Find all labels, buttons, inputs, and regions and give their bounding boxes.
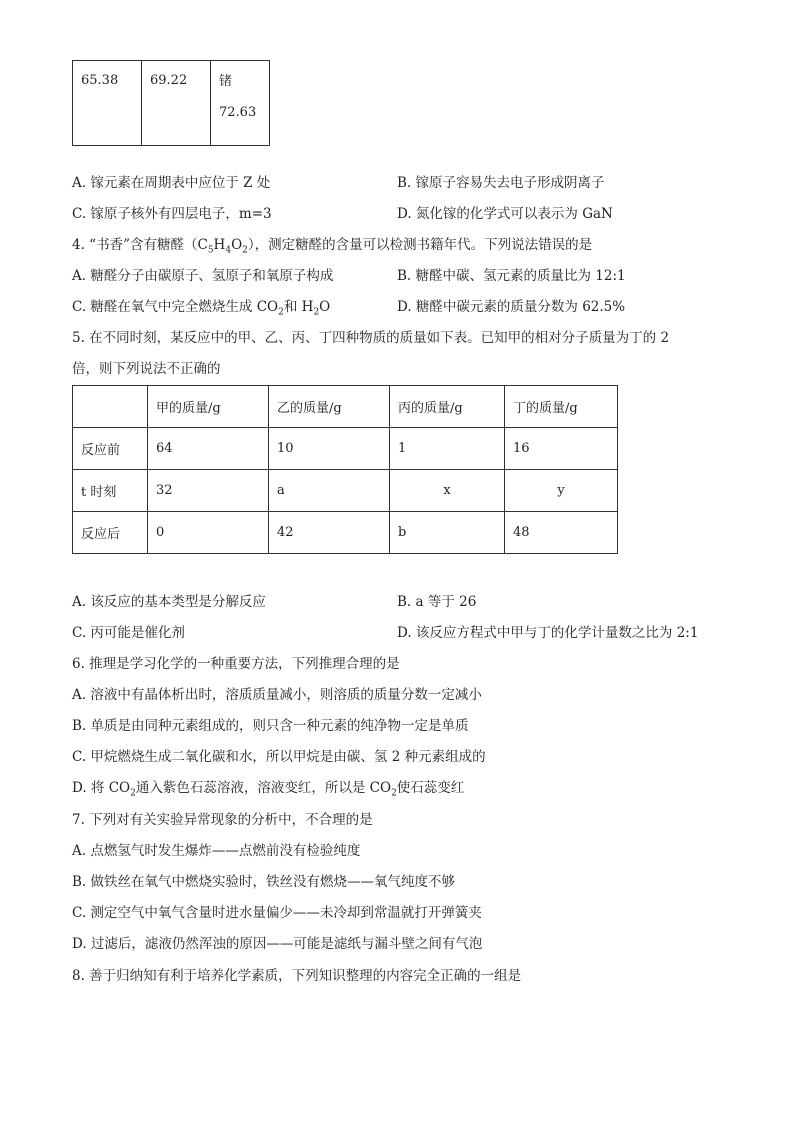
table-cell: 32	[148, 470, 269, 512]
table-cell: x	[390, 470, 505, 512]
table-cell: 1	[390, 428, 505, 470]
table-cell: y	[505, 470, 618, 512]
subscript: 2	[130, 788, 136, 799]
subscript: 2	[391, 788, 397, 799]
subscript: 2	[313, 307, 320, 318]
q5-option-d: D. 该反应方程式中甲与丁的化学计量数之比为 2:1	[397, 625, 699, 641]
q5-stem-line2: 倍，则下列说法不正确的	[72, 361, 221, 377]
table-cell: 48	[505, 512, 618, 554]
text-segment: O	[319, 299, 331, 315]
table-cell-germanium	[211, 61, 270, 146]
q6-option-a: A. 溶液中有晶体析出时，溶质质量减小，则溶质的质量分数一定减小	[72, 687, 482, 703]
table-row	[73, 428, 618, 470]
table-header-cell: 丁的质量/g	[505, 386, 618, 428]
table-cell: 0	[148, 512, 269, 554]
text-segment: C. 糖醛在氧气中完全燃烧生成 CO	[72, 299, 279, 315]
text-segment: 通入紫色石蕊溶液，溶液变红，所以是 CO	[135, 780, 392, 796]
element-name: 锗	[219, 74, 233, 89]
q5-stem-line1: 5. 在不同时刻，某反应中的甲、乙、丙、丁四种物质的质量如下表。已知甲的相对分子质量为丁的 2	[72, 330, 670, 346]
q6-option-b: B. 单质是由同种元素组成的，则只含一种元素的纯净物一定是单质	[72, 718, 469, 734]
q6-option-d	[72, 778, 464, 804]
q4-option-a: A. 糖醛分子由碳原子、氢原子和氧原子构成	[72, 268, 334, 284]
element-mass: 72.63	[219, 105, 257, 120]
q7-option-a: A. 点燃氢气时发生爆炸——点燃前没有检验纯度	[72, 843, 361, 859]
table-cell: 64	[148, 428, 269, 470]
table-cell: 16	[505, 428, 618, 470]
subscript: 4	[225, 245, 232, 256]
q8-stem: 8. 善于归纳知有利于培养化学素质，下列知识整理的内容完全正确的一组是	[72, 968, 522, 984]
q4-stem	[72, 235, 592, 261]
q6-stem: 6. 推理是学习化学的一种重要方法，下列推理合理的是	[72, 656, 400, 672]
table-header-cell	[73, 386, 148, 428]
q3-option-c: C. 镓原子核外有四层电子，m=3	[72, 206, 272, 222]
table-header-cell: 乙的质量/g	[269, 386, 390, 428]
q7-option-c: C. 测定空气中氧气含量时进水量偏少——未冷却到常温就打开弹簧夹	[72, 905, 482, 921]
q7-option-b: B. 做铁丝在氧气中燃烧实验时，铁丝没有燃烧——氧气纯度不够	[72, 874, 456, 890]
table-cell: t 时刻	[73, 470, 148, 512]
table-cell: 10	[269, 428, 390, 470]
table-header-cell: 丙的质量/g	[390, 386, 505, 428]
table-row	[73, 512, 618, 554]
periodic-table-fragment	[72, 60, 270, 146]
q3-option-a: A. 镓元素在周期表中应位于 Z 处	[72, 175, 271, 191]
q5-option-a: A. 该反应的基本类型是分解反应	[72, 594, 266, 610]
table-header-cell: 甲的质量/g	[148, 386, 269, 428]
q3-option-d: D. 氮化镓的化学式可以表示为 GaN	[397, 206, 613, 222]
q4-option-b: B. 糖醛中碳、氢元素的质量比为 12:1	[397, 268, 626, 284]
subscript: 2	[242, 245, 248, 256]
table-cell: b	[390, 512, 505, 554]
q7-stem: 7. 下列对有关实验异常现象的分析中，不合理的是	[72, 812, 373, 828]
table-header-row	[73, 386, 618, 428]
table-row	[73, 470, 618, 512]
text-segment: H	[213, 237, 226, 253]
table-cell: 65.38	[73, 61, 142, 146]
q5-option-c: C. 丙可能是催化剂	[72, 625, 185, 641]
q6-option-c: C. 甲烷燃烧生成二氧化碳和水，所以甲烷是由碳、氢 2 种元素组成的	[72, 749, 486, 765]
table-cell: 69.22	[142, 61, 211, 146]
table-row	[73, 61, 270, 146]
q3-option-b: B. 镓原子容易失去电子形成阴离子	[397, 175, 605, 191]
text-segment: 和 H	[283, 299, 314, 315]
table-cell: 反应前	[73, 428, 148, 470]
table-cell: 反应后	[73, 512, 148, 554]
text-segment: O	[231, 237, 243, 253]
subscript: 5	[207, 245, 214, 256]
q4-option-d: D. 糖醛中碳元素的质量分数为 62.5%	[397, 299, 626, 315]
text-segment: ），测定糖醛的含量可以检测书籍年代。下列说法错误的是	[247, 237, 593, 253]
text-segment: 使石蕊变红	[396, 780, 465, 796]
table-cell: 42	[269, 512, 390, 554]
table-cell: a	[269, 470, 390, 512]
q5-option-b: B. a 等于 26	[397, 594, 477, 610]
mass-table	[72, 385, 618, 554]
text-segment: D. 将 CO	[72, 780, 131, 796]
subscript: 2	[278, 307, 284, 318]
q7-option-d: D. 过滤后，滤液仍然浑浊的原因——可能是滤纸与漏斗壁之间有气泡	[72, 936, 483, 952]
text-segment: 4. “书香”含有糖醛（C	[72, 237, 208, 253]
q4-option-c	[72, 297, 330, 323]
